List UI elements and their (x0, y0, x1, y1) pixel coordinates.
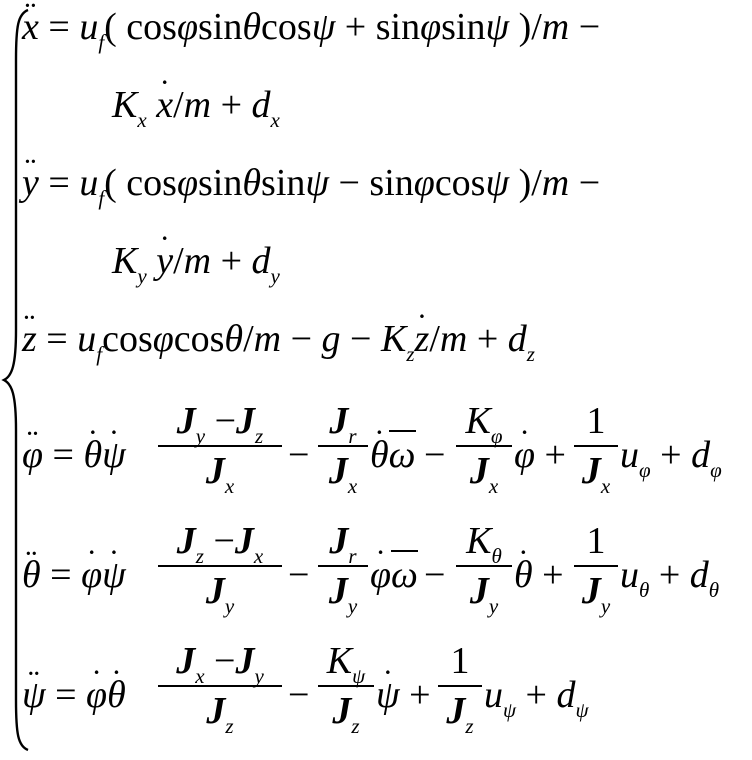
equation-row-2: $K_x$ ˙ $x/m + d_x$ (112, 86, 280, 124)
equation-row-5: ¨ $z = u_f\cos\varphi\cos\theta/m - g$ − $K_z˙$ $z/m + d_z$ (22, 320, 535, 358)
equation-row-1: ¨ $x = u_f$( cosφsinθcosψ + sinφsinψ )/m − (22, 8, 600, 46)
equation-row-4: $K_y$ ˙ $y/m + d_y$ (112, 242, 280, 280)
equation-row-3: ¨ $y = u_f$( cosφsinθsinψ − sinφcosψ )/m − (22, 164, 600, 202)
left-brace (0, 0, 40, 760)
equation-system: ¨ $x = u_f$( cosφsinθcosψ + sinφsinψ )/m − $K_x$ ˙ $x/m + d_x$ ¨ $y = u_f$( cosφsinθsinψ − sinφcosψ )/m − $K_y$ ˙ $y/m + d_y$ ¨ $z = u_f\cos\varphi\cos\theta/m - g$ − $K_z˙$ $z/m + d_z$ ¨ φ = ˙ θ˙ ψ $J_y -J_z$ $J_x$ − $J_r$ $J_x$ ˙ θω − $K_\varphi$ $J_x$ ˙ φ + 1 $J_x$ $u_\varphi + d_\varphi$ ¨ θ = ˙ φ˙ ψ $J_z -J_x$ $J_y$ − $J_r$ $J_y$ ˙ φω − $K_\theta$ $J_y$ ˙ θ + 1 $J_y$ $u_\theta + d_\theta$ ¨ ψ = ˙ φ˙ θ $J_x -J_y$ $J_z$ − $K_\psi$ $J_z$ ˙ ψ + 1 $J_z$ $u_\psi + d_\psi$ (0, 0, 752, 760)
